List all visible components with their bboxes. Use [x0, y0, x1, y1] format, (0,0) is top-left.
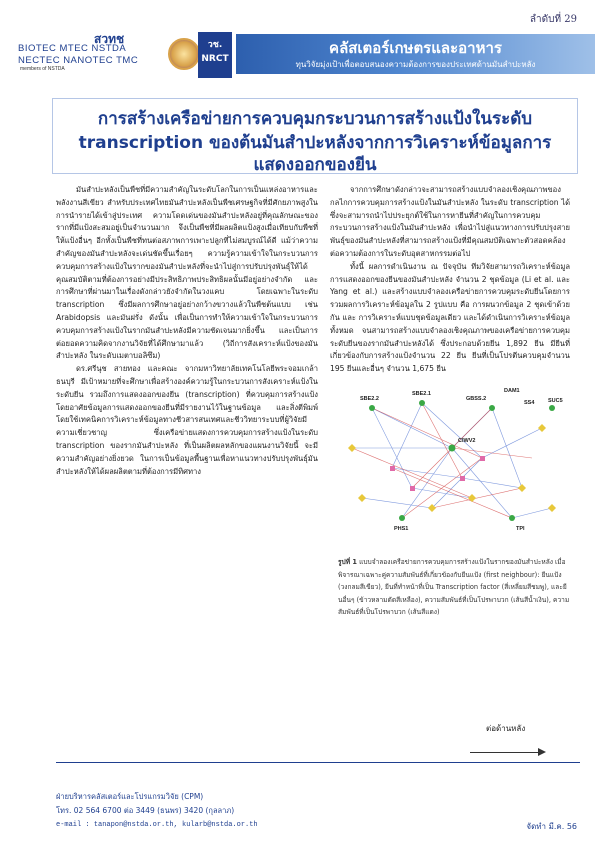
footer-contact	[56, 790, 258, 832]
gene-label: SBE2.1	[412, 391, 431, 397]
figure-caption	[338, 556, 570, 619]
starch-gene-node	[369, 405, 375, 411]
nrct-label: วช.	[207, 40, 223, 50]
footer-divider	[56, 762, 580, 763]
header	[0, 24, 595, 76]
transcription-factor-node	[410, 486, 415, 491]
issue-date: จัดทำ มี.ค. 56	[526, 822, 577, 831]
logo-members: members of NSTDA	[20, 66, 65, 72]
gene-label: SUC5	[548, 398, 563, 404]
title-line-2: transcription ของต้นมันสำปะหลังจากการวิเคราะห์ข้อมูลการ	[78, 133, 552, 153]
banner-subtitle: ทุนวิจัยมุ่งเป้าเพื่อตอบสนองความต้องการของประเทศด้านมันสำปะหลัง	[295, 60, 536, 69]
banner-title: คลัสเตอร์เกษตรและอาหาร	[329, 39, 502, 57]
transcription-factor-node	[480, 456, 485, 461]
starch-gene-node	[419, 400, 425, 406]
title-line-3: แสดงออกของยีน	[253, 155, 377, 175]
transcription-factor-node	[390, 466, 395, 471]
page-number: ลำดับที่ 29	[529, 14, 577, 25]
network-diagram	[332, 378, 572, 550]
footer-org: ฝ่ายบริหารคลัสเตอร์และโปรแกรมวิจัย (CPM)	[56, 792, 204, 801]
network-figure	[332, 378, 572, 550]
title-line-1: การสร้างเครือข่ายการควบคุมกระบวนการสร้างแป้งในระดับ	[97, 109, 533, 129]
logo-line-1: BIOTEC MTEC NSTDA	[18, 43, 127, 54]
gene-label: DAM1	[504, 388, 520, 394]
right-column	[330, 184, 570, 376]
left-paragraph-1: มันสำปะหลังเป็นพืชที่มีความสำคัญในระดับโลกในการเป็นแหล่งอาหารและพลังงานสีเขียว สำหรับประเทศไทยมันสำปะหลังเป็นพืชเศรษฐกิจที่มีศักยภาพสูงในการนำรายได้เข้าสู่ประเทศ ความโดดเด่นของมันสำปะหลังอยู่ที่คุณลักษณะของรากที่มีแป้งสะสมอยู่เป็นจำนวนมาก จึงเป็นพืชที่มีผลผลิตแป้งสูงเมื่อเทียบกับพืชที่ให้แป้งอื่นๆ อีกทั้งเป็นพืชที่ทนต่อสภาพการเพาะปลูกที่ไม่สมบูรณ์ได้ดี แม้ว่าความสำคัญของมันสำปะหลังจะเด่นชัดขึ้นเรื่อยๆ ความรู้ความเข้าใจในกระบวนการควบคุมการสร้างแป้งในรากของมันสำปะหลังที่จะนำไปสู่การปรับปรุงพันธุ์ให้ได้คุณสมบัติตามที่ต้องการอย่างมีประสิทธิภาพประสิทธิผลนั้นมีอยู่อย่างจำกัด และการศึกษาที่ผ่านมาในเรื่องดังกล่าวยังจำกัดในวงแคบ โดยเฉพาะในระดับ transcription ซึ่งมีผลการศึกษาอยู่อย่างกว้างขวางแล้วในพืชต้นแบบ เช่น Arabidopsis และมันฝรั่ง ดังนั้น เพื่อเป็นการทำให้ความเข้าใจในกระบวนการควบคุมการสร้างแป้งในรากมันสำปะหลังมีความชัดเจนมากยิ่งขึ้น และเป็นการต่อยอดความคิดจากงานวิจัยที่ได้ศึกษามาแล้ว (วิถีการสังเคราะห์แป้งของมันสำปะหลัง ในระดับเมตาบอลิซึม)	[56, 185, 318, 361]
logo-thai-text: สวทช	[94, 32, 125, 46]
logo-line-2: NECTEC NANOTEC TMC	[18, 55, 139, 66]
cluster-banner	[236, 34, 595, 74]
gene-label: GBSS.2	[466, 396, 487, 402]
transcription-factor-node	[460, 476, 465, 481]
nrct-logo	[198, 32, 232, 78]
gene-label: SS4	[524, 400, 535, 406]
article-title-box	[52, 98, 578, 174]
right-paragraph-1: จากการศึกษาดังกล่าวจะสามารถสร้างแบบจำลองเชิงคุณภาพของกลไกการควบคุมการสร้างแป้งในมันสำปะหลัง ในระดับ transcription ได้ ซึ่งจะสามารถนำไปประยุกต์ใช้ในการหายีนที่สำคัญในการควบคุมกระบวนการสร้างแป้งในมันสำปะหลัง เพื่อนำไปสู่แนวทางการปรับปรุงสายพันธุ์ของมันสำปะหลังที่สามารถสร้างแป้งที่มีคุณสมบัติเฉพาะตัวสอดคล้องต่อความต้องการในระดับอุตสาหกรรมต่อไป	[330, 185, 570, 258]
gene-label: PHS1	[394, 526, 409, 532]
caption-text: แบบจำลองเครือข่ายการควบคุมการสร้างแป้งในรากของมันสำปะหลัง เมื่อพิจารณาเฉพาะคู่ความสัมพันธ์ที่เกี่ยวข้องกับยีนแป้ง (first neighbour): ยีนแป้ง (วงกลมสีเขียว), ยีนที่ทำหน้าที่เป็น Transcription factor (สี่เหลี่ยมสีชมพู), และยีนอื่นๆ (ข้าวหลามตัดสีเหลือง), ความสัมพันธ์ที่เป็นโปรพาบวก (เส้นสีน้ำเงิน), ความสัมพันธ์ที่เป็นโปรพาบวก (เส้นสีแดง)	[338, 558, 570, 616]
emblem-seal-icon	[168, 38, 200, 70]
figure-background	[332, 378, 572, 550]
arrow-right-icon	[538, 748, 546, 756]
caption-label: รูปที่ 1	[338, 558, 357, 566]
starch-gene-node	[449, 445, 456, 452]
starch-gene-node	[489, 405, 495, 411]
left-column	[56, 184, 318, 478]
footer-phone: โทร. 02 564 6700 ต่อ 3449 (ธนพร) 3420 (กุลลาภ)	[56, 806, 235, 815]
footer-email: e-mail : tanapon@nstda.or.th, kularb@nstda.or.th	[56, 821, 258, 829]
gene-label: TPI	[516, 526, 525, 532]
right-paragraph-2: ทั้งนี้ ผลการดำเนินงาน ณ ปัจจุบัน ทีมวิจัยสามารถวิเคราะห์ข้อมูลการแสดงออกของยีนของมันสำปะหลัง จำนวน 2 ชุดข้อมูล (Li et al. และ Yang et al.) และสร้างแบบจำลองเครือข่ายการควบคุมระดับยีนโดยการรวมผลการวิเคราะห์ข้อมูลใน 2 รูปแบบ คือ การผนวกข้อมูล 2 ชุดเข้าด้วยกัน และ การวิเคราะห์แบบชุดข้อมูลเดียว และได้ดำเนินการวิเคราะห์ข้อมูลทั้งหมด จนสามารถสร้างแบบจำลองเชิงคุณภาพของเครือข่ายการควบคุมระดับยีนของรากมันสำปะหลังได้ ซึ่งประกอบด้วยยีน 1,892 ยีน มียีนที่เกี่ยวข้องกับการสร้างแป้งจำนวน 22 ยีน ยีนที่เป็นโปรตีนควบคุมจำนวน 195 ยีนและอื่นๆ จำนวน 1,675 ยีน	[330, 261, 570, 374]
left-paragraph-2: ดร.ศรีนุช สายทอง และคณะ จากมหาวิทยาลัยเทคโนโลยีพระจอมเกล้าธนบุรี มีเป้าหมายที่จะศึกษาเพื่อสร้างองค์ความรู้ในกระบวนการสังเคราะห์แป้งในระดับยีน รวมถึงการแสดงออกของยีน (transcription) ที่ควบคุมการสร้างแป้ง โดยอาศัยข้อมูลการแสดงออกของยีนที่มีรายงานไว้ในฐานข้อมูล และสิ่งตีพิมพ์ โดยใช้เทคนิคการวิเคราะห์ข้อมูลทางชีวสารสนเทศและชีววิทยาระบบที่ผู้วิจัยมีความเชี่ยวชาญ ซึ่งเครือข่ายแสดงการควบคุมการสร้างแป้งในระดับ transcription ของรากมันสำปะหลัง ที่เป็นผลิตผลหลักของแผนงานวิจัยนี้ จะมีความสำคัญอย่างยิ่งยวด ในการเป็นข้อมูลพื้นฐานเพื่อหาแนวทางปรับปรุงพันธุ์มันสำปะหลังให้ได้ผลผลิตตามที่ต้องการมีทิศทาง	[56, 364, 318, 476]
starch-gene-node	[509, 515, 515, 521]
nstda-logo	[18, 30, 158, 76]
gene-label: CIWV2	[458, 438, 476, 444]
nrct-sub: NRCT	[201, 54, 229, 64]
continue-arrow-line	[470, 752, 540, 753]
starch-gene-node	[549, 405, 555, 411]
gene-label: SBE2.2	[360, 396, 379, 402]
starch-gene-node	[399, 515, 405, 521]
continue-label: ต่อด้านหลัง	[486, 724, 526, 733]
